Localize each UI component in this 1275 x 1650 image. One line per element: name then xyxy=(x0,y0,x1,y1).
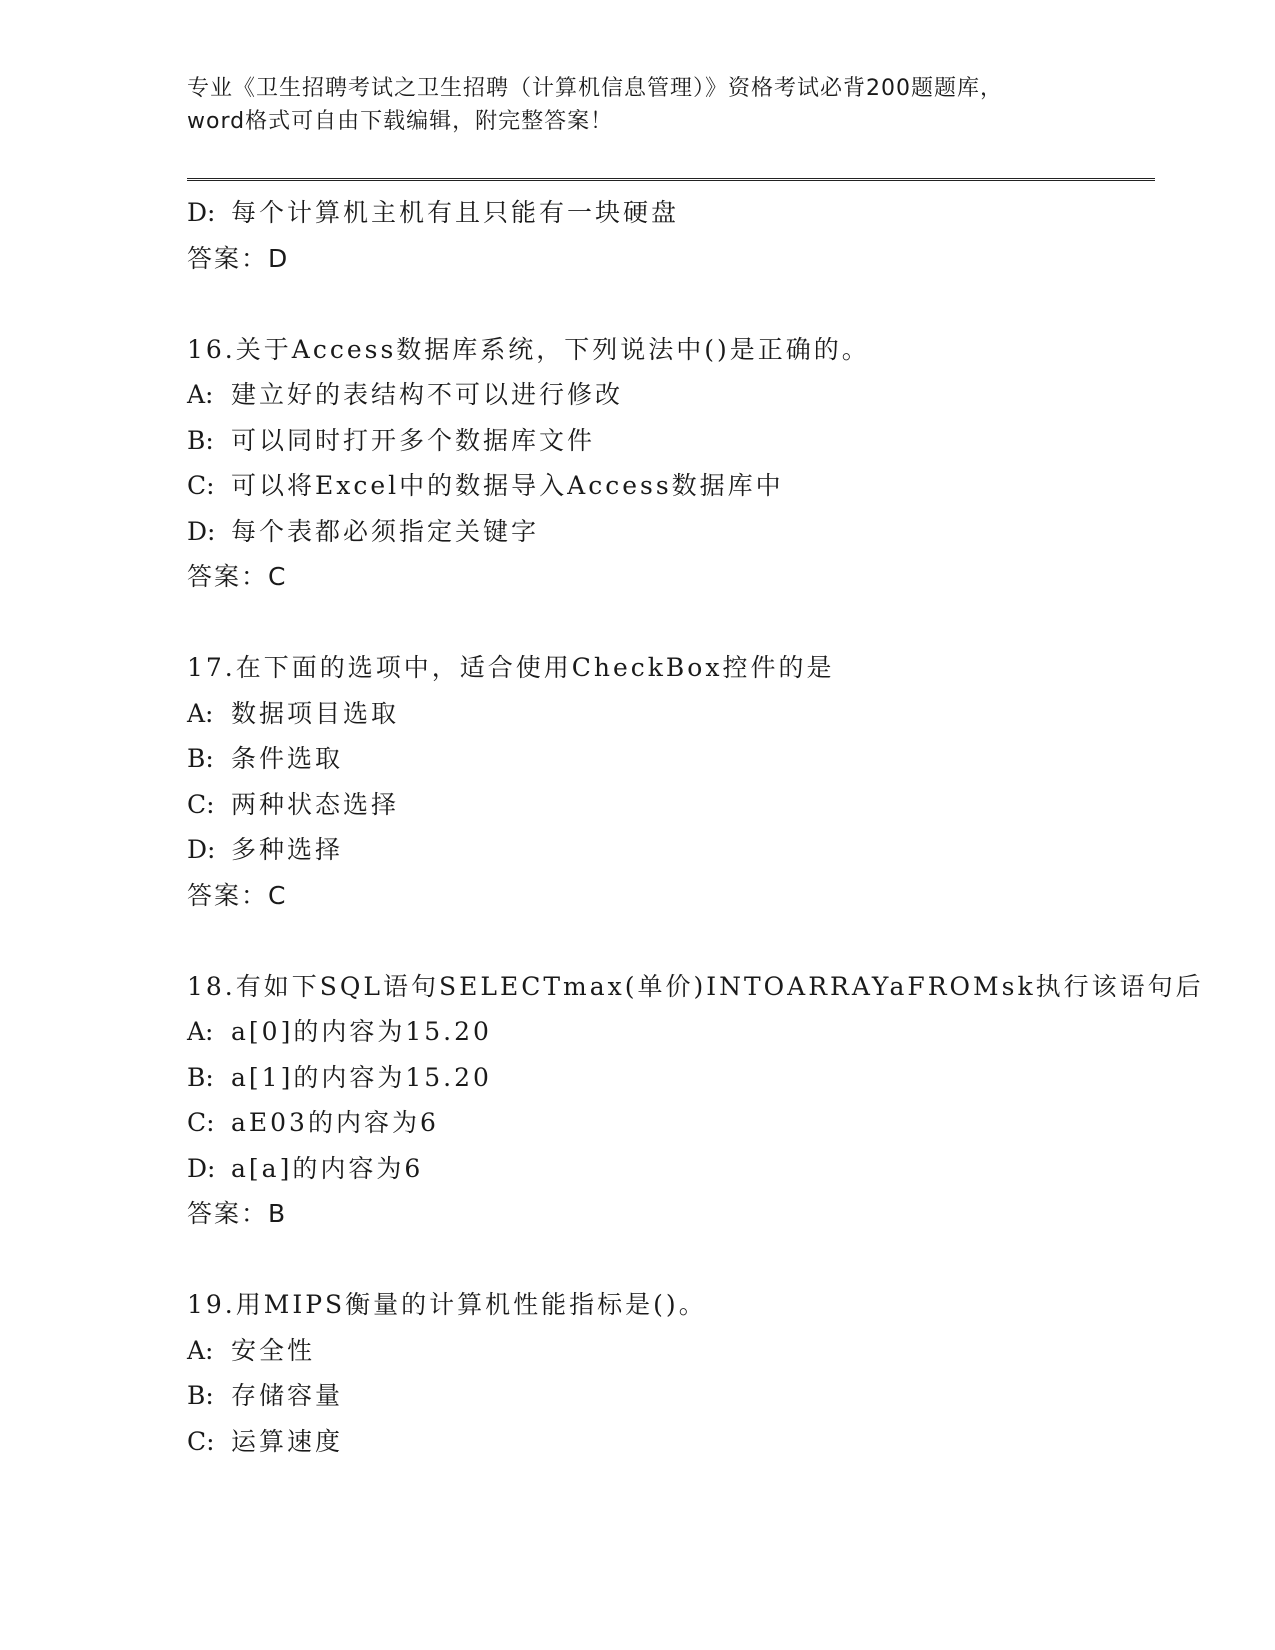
option-letter: C: xyxy=(187,1426,215,1456)
question-17 xyxy=(187,645,1155,918)
option-b xyxy=(187,736,1155,782)
option-a xyxy=(187,372,1155,418)
option-text: 每个计算机主机有且只能有一块硬盘 xyxy=(231,198,680,227)
option-d xyxy=(187,1146,1155,1192)
option-letter: A: xyxy=(187,380,214,409)
option-text: a[0]的内容为15.20 xyxy=(231,1017,492,1046)
option-a xyxy=(187,1009,1155,1055)
option-letter: D: xyxy=(187,198,216,227)
question-stem: 18.有如下SQL语句SELECTmax(单价)INTOARRAYaFROMsk执行该语句后 xyxy=(187,971,1204,1001)
option-letter: B: xyxy=(187,425,214,455)
question-18 xyxy=(187,964,1204,1237)
option-a xyxy=(187,1328,1155,1374)
option-text: aE03的内容为6 xyxy=(231,1108,439,1137)
option-b xyxy=(187,1055,1155,1101)
answer: 答案：B xyxy=(187,1199,288,1228)
question-stem: 17.在下面的选项中，适合使用CheckBox控件的是 xyxy=(187,653,835,682)
option-text: 两种状态选择 xyxy=(231,789,400,819)
option-text: a[1]的内容为15.20 xyxy=(231,1062,492,1092)
option-letter: B: xyxy=(187,1381,214,1410)
option-d xyxy=(187,509,1155,555)
option-letter: A: xyxy=(187,1017,214,1046)
option-letter: D: xyxy=(187,516,216,546)
option-text: 数据项目选取 xyxy=(231,698,400,728)
option-d xyxy=(187,827,1155,873)
question-list xyxy=(187,190,1204,1464)
option-text: 可以将Excel中的数据导入Access数据库中 xyxy=(231,471,784,500)
question-16 xyxy=(187,327,1155,600)
option-b xyxy=(187,418,1155,464)
option-b xyxy=(187,1373,1155,1419)
page-header xyxy=(187,72,1087,138)
header-divider xyxy=(187,178,1155,181)
option-letter: D: xyxy=(187,1153,216,1183)
option-letter: C: xyxy=(187,789,215,819)
option-letter: A: xyxy=(187,1335,214,1365)
option-letter: D: xyxy=(187,835,216,864)
option-text: 每个表都必须指定关键字 xyxy=(231,516,540,546)
option-c xyxy=(187,1419,1155,1465)
option-letter: A: xyxy=(187,698,214,728)
header-line-1: 专业《卫生招聘考试之卫生招聘（计算机信息管理）》资格考试必背200题题库， xyxy=(187,76,1003,101)
option-letter: B: xyxy=(187,1062,214,1092)
answer: 答案：C xyxy=(187,562,288,591)
answer: 答案：C xyxy=(187,880,288,910)
answer: 答案：D xyxy=(187,243,290,273)
option-text: 建立好的表结构不可以进行修改 xyxy=(231,380,624,409)
option-c xyxy=(187,1100,1155,1146)
option-text: 存储容量 xyxy=(231,1381,344,1410)
option-d xyxy=(187,190,1155,236)
option-c xyxy=(187,782,1155,828)
question-stem: 16.关于Access数据库系统，下列说法中()是正确的。 xyxy=(187,334,870,364)
option-text: 安全性 xyxy=(231,1335,316,1365)
option-text: 运算速度 xyxy=(231,1426,344,1456)
option-letter: C: xyxy=(187,1108,215,1137)
question-stem: 19.用MIPS衡量的计算机性能指标是()。 xyxy=(187,1290,707,1319)
option-text: a[a]的内容为6 xyxy=(231,1153,424,1183)
option-text: 条件选取 xyxy=(231,744,344,773)
option-letter: C: xyxy=(187,471,215,500)
header-line-2: word格式可自由下载编辑，附完整答案！ xyxy=(187,109,614,134)
option-letter: B: xyxy=(187,744,214,773)
question-19 xyxy=(187,1282,1155,1464)
option-c xyxy=(187,463,1155,509)
option-text: 多种选择 xyxy=(231,835,344,864)
option-text: 可以同时打开多个数据库文件 xyxy=(231,425,596,455)
option-a xyxy=(187,691,1155,737)
